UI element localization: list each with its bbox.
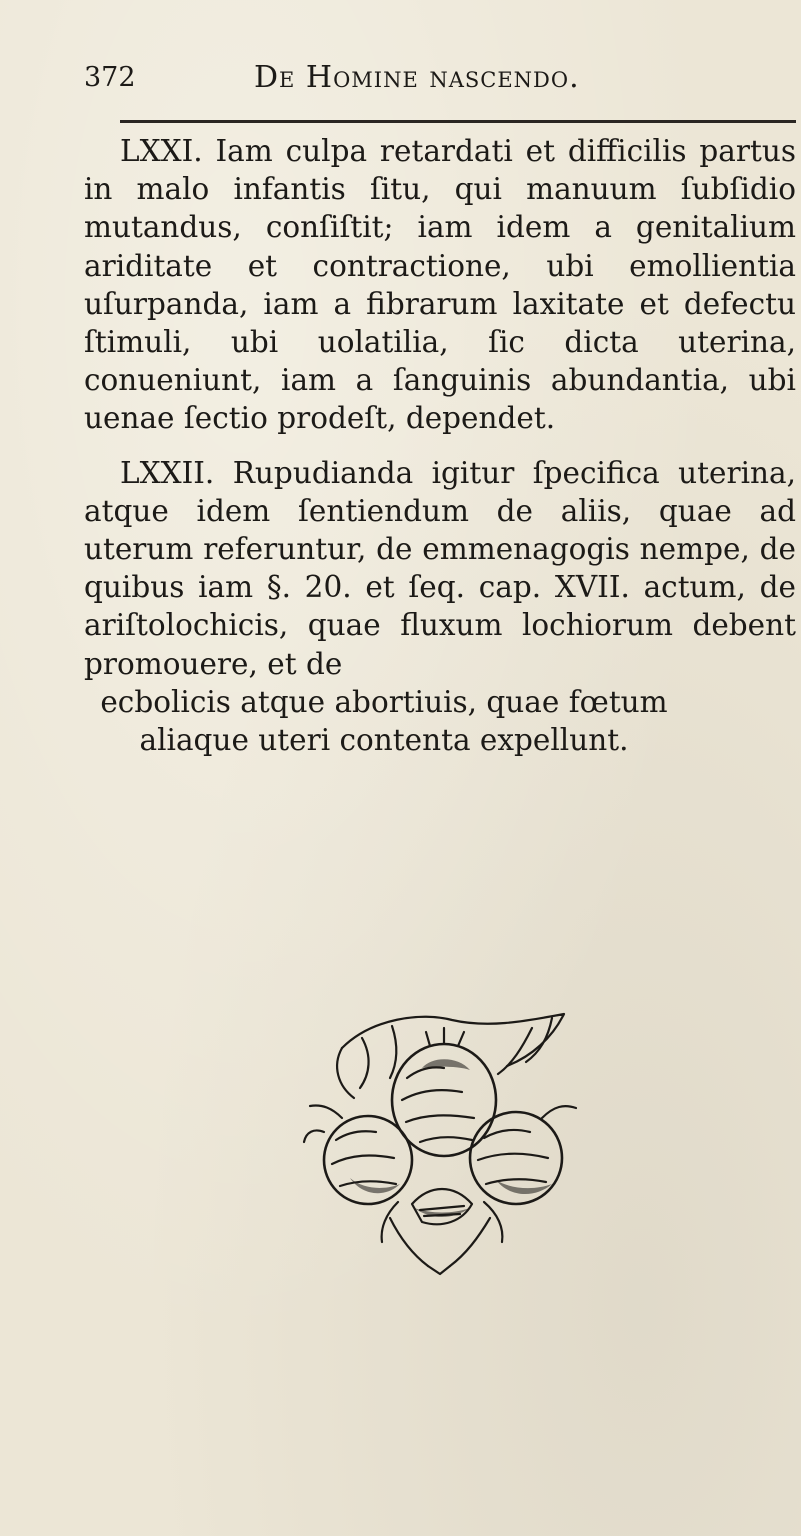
- paragraph-text: Iam culpa retardati et difficilis partus in malo infantis ſitu, qui manuum ſubſidio mutandus, conſiſtit; iam idem a genitalium ariditate et contractione, ubi emollientia uſurpanda, iam a fibrarum laxitate et defectu ſtimuli, ubi uolatilia, ſic dicta uterina, conueniunt, iam a ſanguinis abundantia, ubi uenae ſectio prodeſt, dependet.: [84, 134, 796, 436]
- paragraph-text: Rupudianda igitur ſpecifica uterina, atque idem ſentiendum de aliis, quae ad uterum referuntur, de emmenagogis nempe, de quibus iam §. 20. et ſeq. cap. XVII. actum, de ariſtolochicis, quae fluxum lochiorum debent promouere, et de: [84, 455, 796, 681]
- floral-fruit-ornament: [302, 1008, 580, 1276]
- closing-lines: ecbolicis atque abortiuis, quae fœtum aliaque uteri contenta expellunt.: [100, 684, 668, 758]
- paragraph-lxxi: [84, 132, 796, 438]
- body-text: [84, 132, 796, 759]
- header-rule: [120, 120, 796, 123]
- page-number: 372: [84, 62, 136, 93]
- paragraph-lxxii: [84, 454, 796, 683]
- running-head: De Homine nascendo.: [254, 60, 580, 95]
- page-header: [84, 58, 724, 102]
- section-number: LXXI.: [120, 134, 203, 168]
- section-number: LXXII.: [120, 455, 215, 490]
